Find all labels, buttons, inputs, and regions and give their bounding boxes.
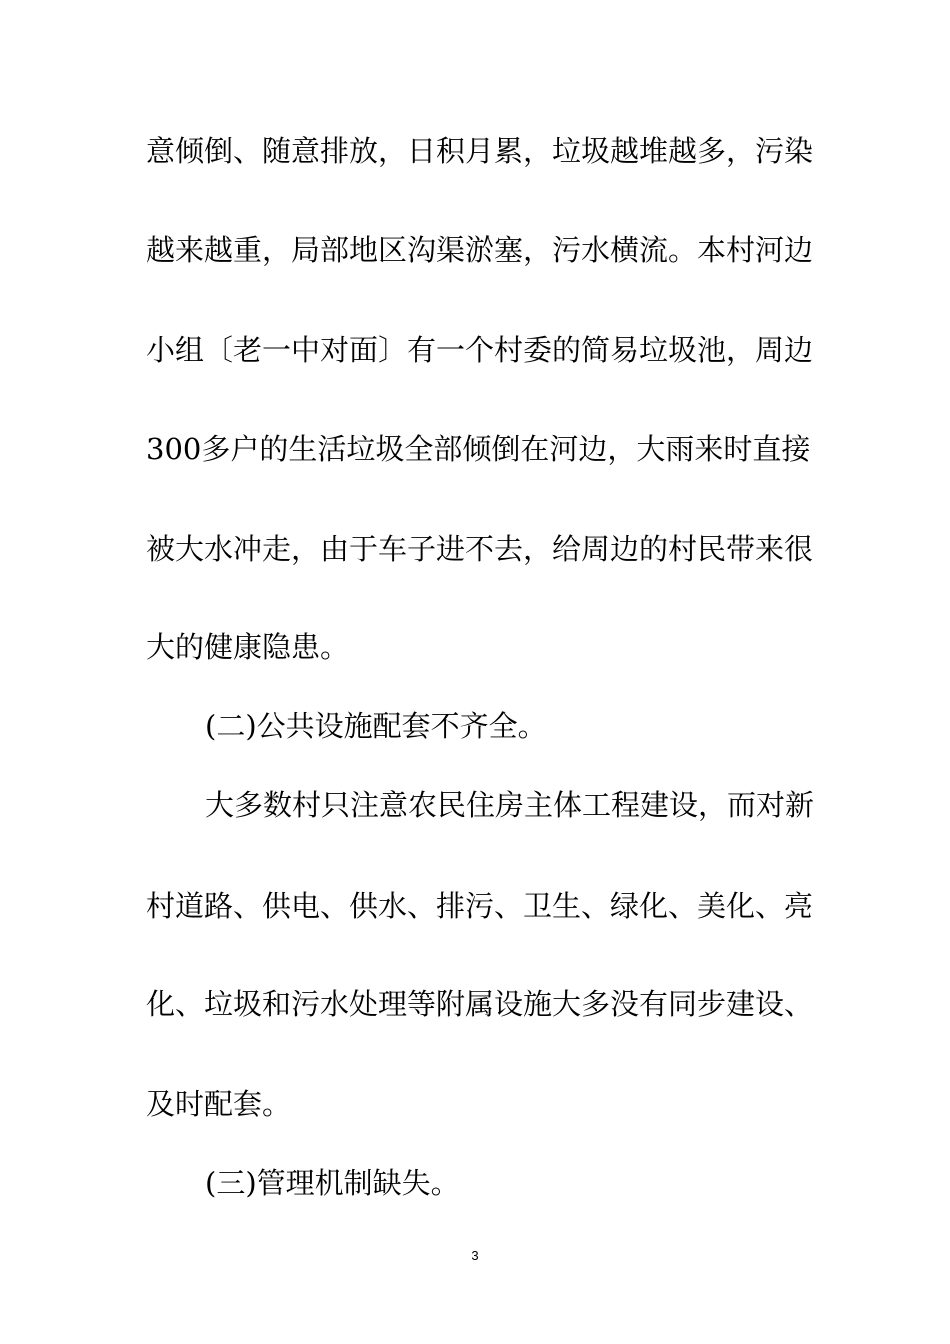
page-number: 3 bbox=[471, 1248, 479, 1263]
body-text-line: 被大水冲走，由于车子进不去，给周边的村民带来很 bbox=[146, 532, 814, 566]
body-text-line: 越来越重，局部地区沟渠淤塞，污水横流。本村河边 bbox=[146, 233, 814, 267]
body-text-line: 小组〔老一中对面〕有一个村委的简易垃圾池，周边 bbox=[146, 333, 814, 367]
body-text-line: 300多户的生活垃圾全部倾倒在河边，大雨来时直接 bbox=[146, 432, 811, 466]
section-heading: (三)管理机制缺失。 bbox=[205, 1166, 460, 1200]
body-text-line: 及时配套。 bbox=[146, 1087, 292, 1121]
body-text-line: 大多数村只注意农民住房主体工程建设，而对新 bbox=[205, 788, 815, 822]
body-text-line: 意倾倒、随意排放，日积月累，垃圾越堆越多，污染 bbox=[146, 134, 814, 168]
body-text-line: 村道路、供电、供水、排污、卫生、绿化、美化、亮 bbox=[146, 889, 814, 923]
body-text-line: 化、垃圾和污水处理等附属设施大多没有同步建设、 bbox=[146, 987, 814, 1021]
body-text-line: 大的健康隐患。 bbox=[146, 630, 350, 664]
section-heading: (二)公共设施配套不齐全。 bbox=[205, 709, 547, 743]
